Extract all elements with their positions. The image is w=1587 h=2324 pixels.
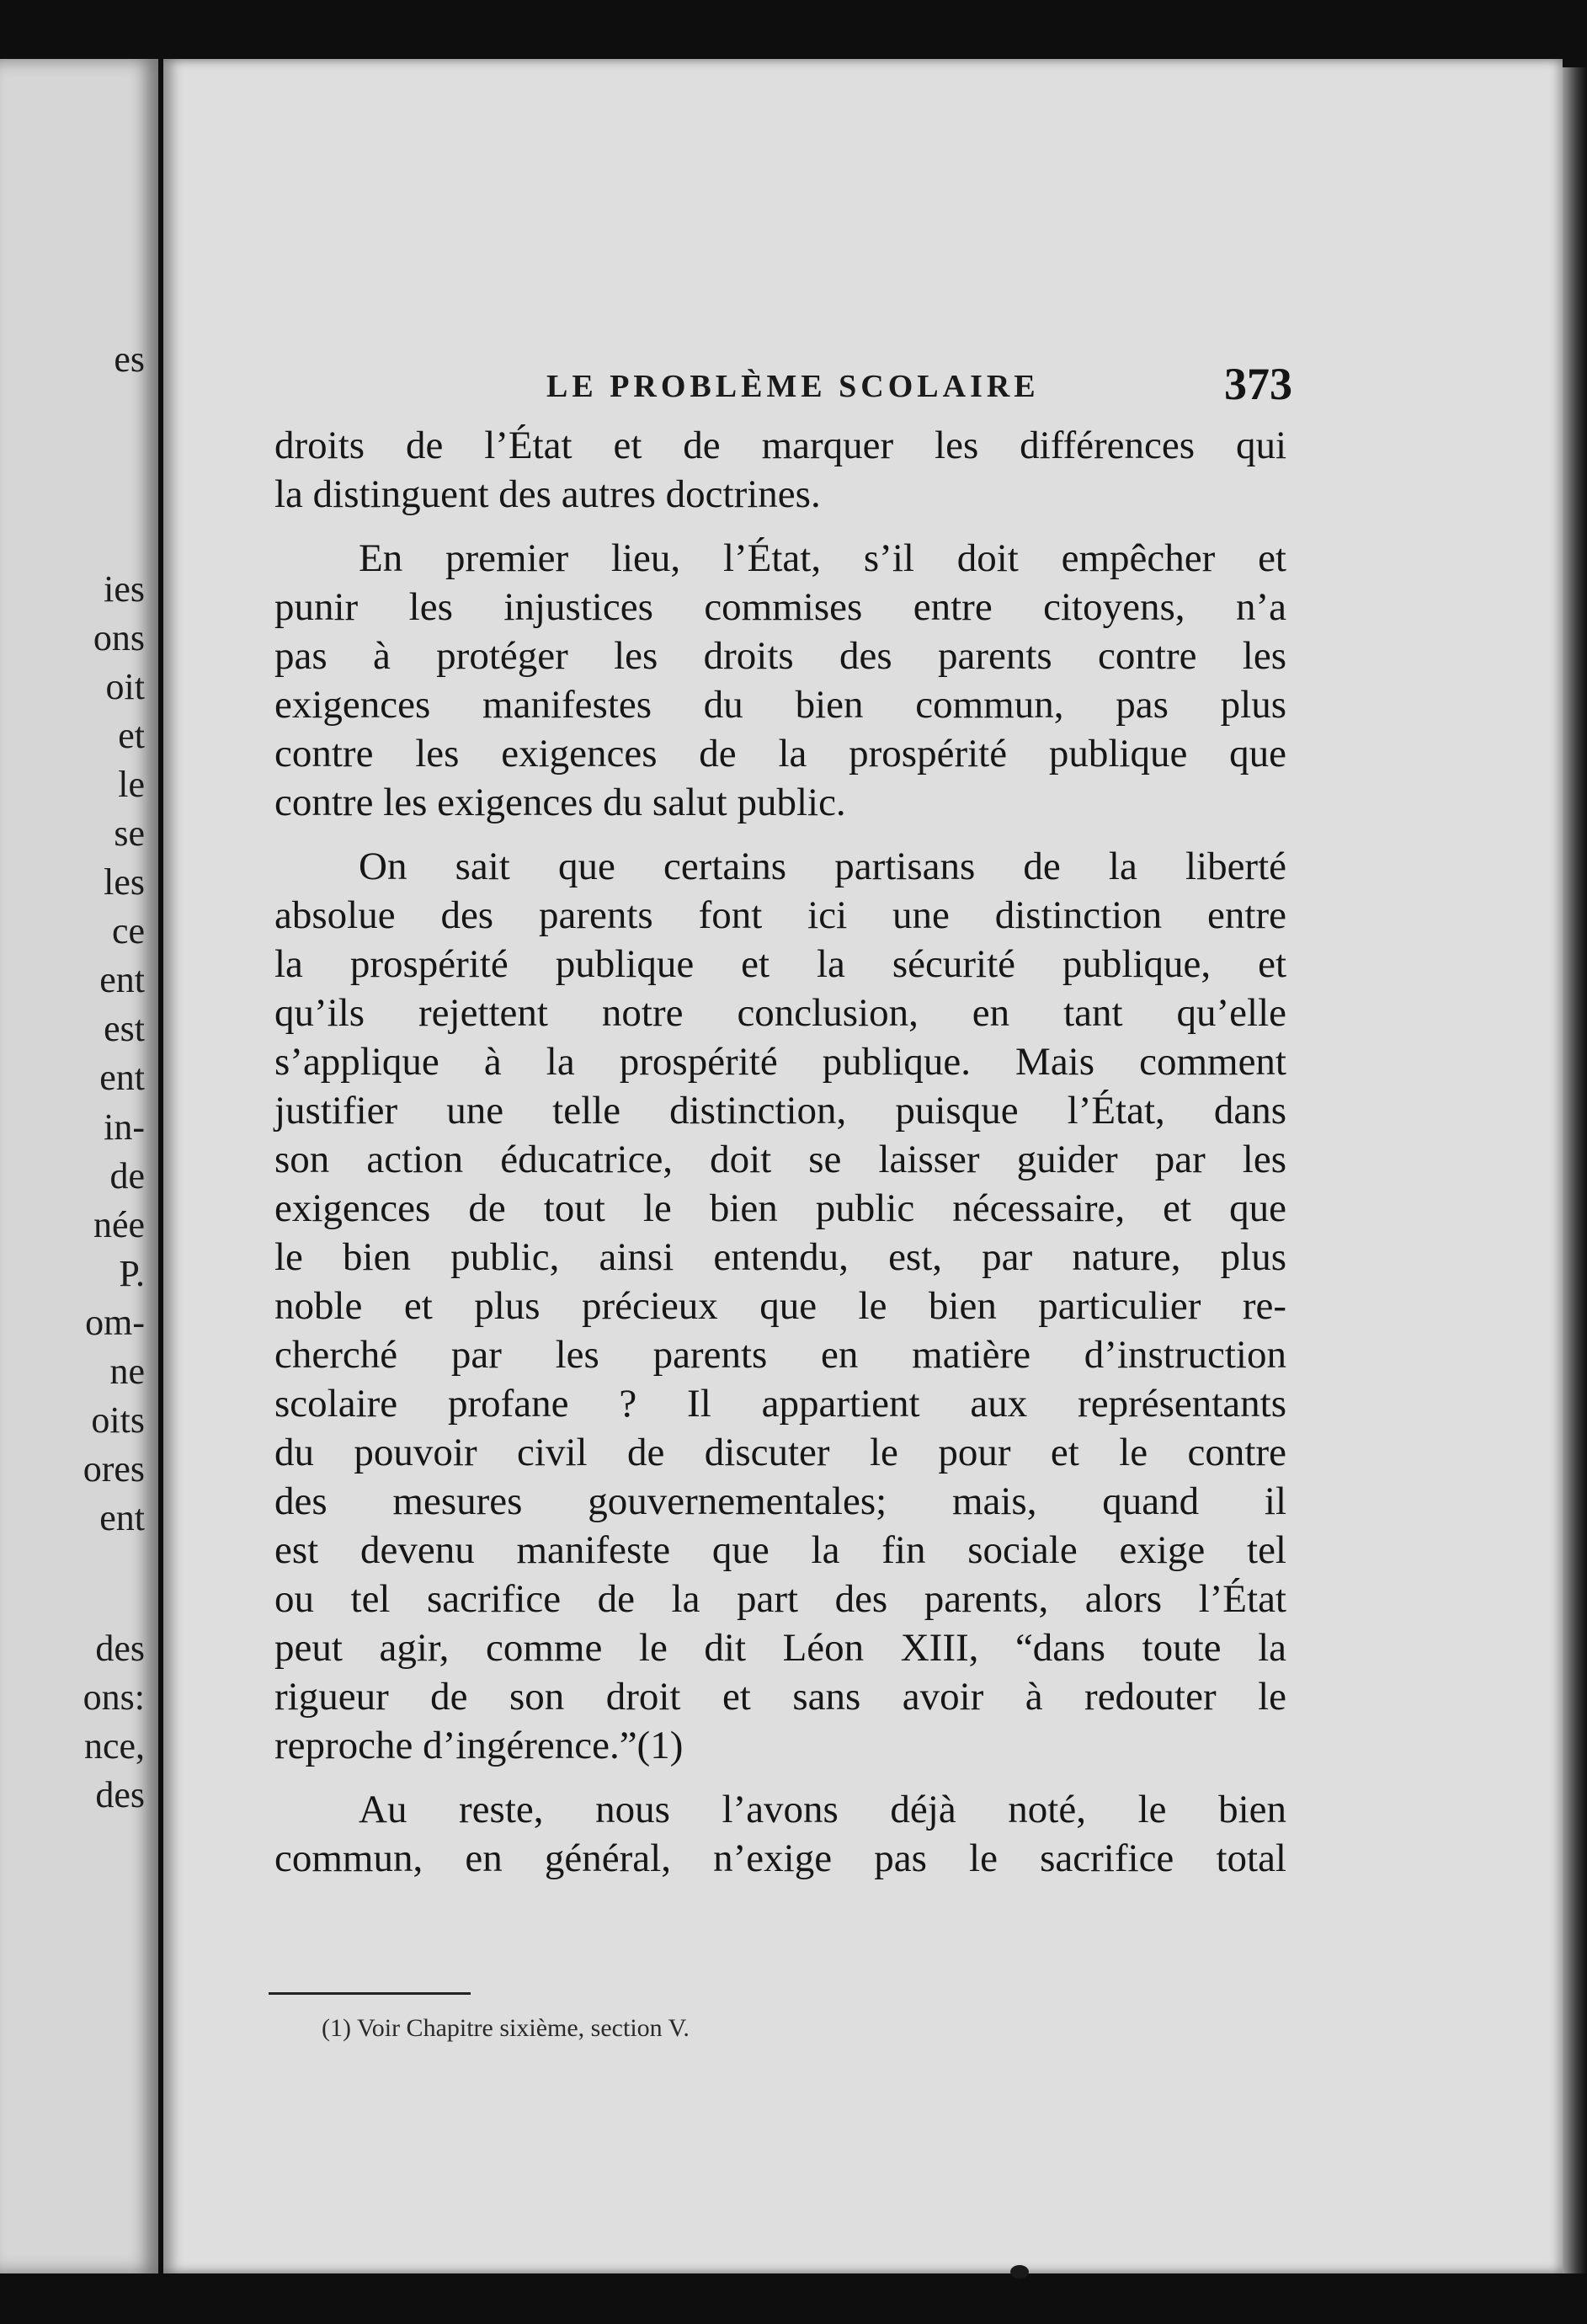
text-line: En premier lieu, l’État, s’il doit empêcher et: [359, 536, 1286, 580]
paragraph: [274, 842, 1286, 1770]
book-page: [163, 59, 1563, 2273]
previous-page-fragment: ce: [111, 910, 145, 951]
previous-page-fragment: ent: [99, 1497, 145, 1538]
previous-page-fragment: des: [95, 1628, 145, 1669]
paragraph: [274, 1785, 1286, 1883]
text-line: la prospérité publique et la sécurité publique, et: [274, 942, 1286, 986]
page-number: 373: [1224, 359, 1292, 409]
paragraph-gap: [274, 1770, 1286, 1785]
paragraph-gap: [274, 519, 1286, 534]
paragraph: [274, 534, 1286, 827]
ink-smudge: [1010, 2265, 1029, 2279]
previous-page-fragment: est: [104, 1008, 145, 1049]
footnote: (1) Voir Chapitre sixième, section V.: [322, 2014, 690, 2042]
text-line: absolue des parents font ici une distinction entre: [274, 893, 1286, 937]
text-line: punir les injustices commises entre citoyens, n’a: [274, 585, 1286, 629]
text-line: cherché par les parents en matière d’instruction: [274, 1333, 1286, 1377]
previous-page-fragment: ne: [109, 1351, 145, 1392]
text-line: du pouvoir civil de discuter le pour et le contre: [274, 1431, 1286, 1474]
previous-page-fragment: P.: [119, 1253, 145, 1294]
text-line: scolaire profane ? Il appartient aux représentants: [274, 1382, 1286, 1426]
text-line: justifier une telle distinction, puisque l’État, dans: [274, 1089, 1286, 1133]
previous-page-fragment: om-: [85, 1302, 145, 1343]
previous-page-strip: [0, 59, 158, 2273]
previous-page-fragment: ies: [104, 568, 145, 610]
running-head: LE PROBLÈME SCOLAIRE: [546, 369, 1040, 404]
text-line: son action éducatrice, doit se laisser guider par les: [274, 1138, 1286, 1181]
text-line: commun, en général, n’exige pas le sacrifice total: [274, 1836, 1286, 1880]
text-line: reproche d’ingérence.”(1): [274, 1724, 684, 1767]
previous-page-fragment: des: [95, 1774, 145, 1815]
text-line: est devenu manifeste que la fin sociale exige tel: [274, 1528, 1286, 1572]
previous-page-fragment: oits: [91, 1399, 145, 1441]
page-edge: [1563, 67, 1587, 2273]
paragraph: [274, 421, 1286, 519]
text-line: la distinguent des autres doctrines.: [274, 472, 821, 516]
text-line: exigences de tout le bien public nécessaire, et que: [274, 1186, 1286, 1230]
text-line: pas à protéger les droits des parents contre les: [274, 634, 1286, 678]
previous-page-fragment: ons:: [83, 1676, 145, 1718]
previous-page-fragment: in-: [104, 1106, 145, 1148]
previous-page-fragment: les: [104, 861, 145, 903]
text-line: droits de l’État et de marquer les différences qui: [274, 424, 1286, 467]
previous-page-fragment: es: [114, 338, 145, 380]
text-line: s’applique à la prospérité publique. Mais comment: [274, 1040, 1286, 1084]
previous-page-fragment: nce,: [83, 1725, 145, 1767]
previous-page-fragment: née: [93, 1204, 145, 1245]
text-line: Au reste, nous l’avons déjà noté, le bien: [359, 1788, 1286, 1831]
text-line: ou tel sacrifice de la part des parents, alors l’État: [274, 1577, 1286, 1621]
previous-page-fragment: oit: [105, 666, 145, 707]
footnote-rule: [269, 1992, 471, 1995]
previous-page-fragment: se: [114, 813, 145, 854]
text-line: exigences manifestes du bien commun, pas plus: [274, 683, 1286, 727]
page-header: [163, 358, 1563, 417]
previous-page-fragment: de: [109, 1155, 145, 1197]
paragraph-gap: [274, 827, 1286, 842]
previous-page-fragment: et: [118, 715, 145, 756]
previous-page-fragment: ent: [99, 959, 145, 1000]
previous-page-fragment: le: [118, 764, 145, 805]
previous-page-fragment: ent: [99, 1057, 145, 1098]
text-line: peut agir, comme le dit Léon XIII, “dans toute la: [274, 1626, 1286, 1670]
text-line: noble et plus précieux que le bien particulier re-: [274, 1284, 1286, 1328]
text-line: des mesures gouvernementales; mais, quand il: [274, 1479, 1286, 1523]
text-line: le bien public, ainsi entendu, est, par nature, plus: [274, 1235, 1286, 1279]
text-line: contre les exigences de la prospérité publique que: [274, 732, 1286, 776]
text-line: contre les exigences du salut public.: [274, 781, 846, 824]
text-line: rigueur de son droit et sans avoir à redouter le: [274, 1675, 1286, 1719]
previous-page-fragment: ores: [83, 1448, 145, 1490]
body-text: [274, 421, 1286, 1883]
previous-page-fragment: ons: [93, 617, 145, 658]
text-line: qu’ils rejettent notre conclusion, en tant qu’elle: [274, 991, 1286, 1035]
text-line: On sait que certains partisans de la liberté: [359, 845, 1286, 888]
